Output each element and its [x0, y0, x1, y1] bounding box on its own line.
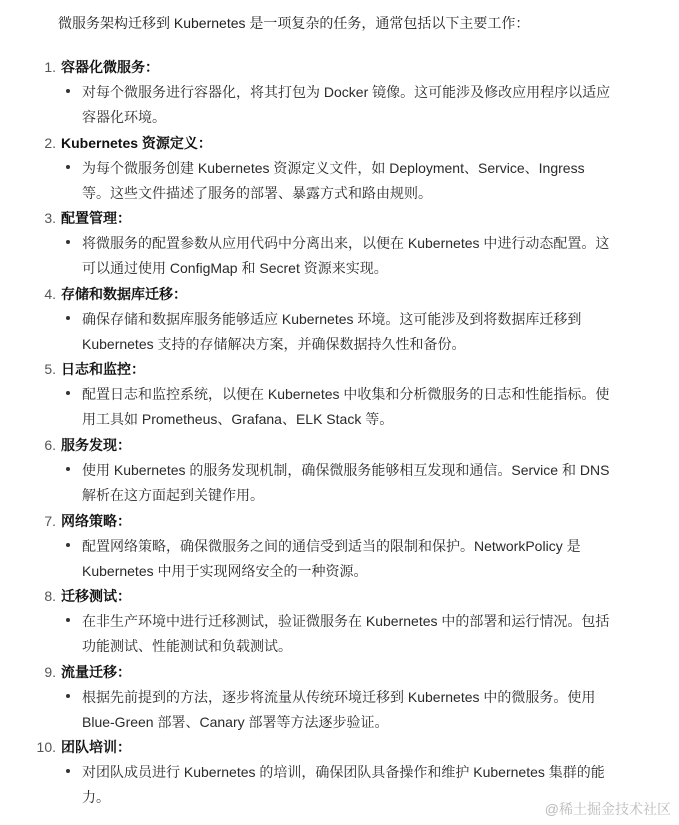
- bullet-icon: [66, 385, 72, 391]
- item-title: 日志和监控：: [61, 361, 145, 378]
- item-description: 使用 Kubernetes 的服务发现机制，确保微服务能够相互发现和通信。Service 和 DNS 解析在这方面起到关键作用。: [82, 461, 610, 503]
- list-item: [0, 356, 679, 432]
- list-number: 7.: [44, 512, 56, 529]
- list-number: 10.: [36, 739, 56, 756]
- bullet-icon: [66, 461, 72, 467]
- list-number: 3.: [44, 210, 56, 227]
- bullet-icon: [66, 83, 72, 89]
- item-description: 配置网络策略，确保微服务之间的通信受到适当的限制和保护。NetworkPolicy 是 Kubernetes 中用于实现网络安全的一种资源。: [82, 537, 581, 579]
- item-description: 将微服务的配置参数从应用代码中分离出来，以便在 Kubernetes 中进行动态配置。这可以通过使用 ConfigMap 和 Secret 资源来实现。: [82, 235, 610, 277]
- item-description: 在非生产环境中进行迁移测试，验证微服务在 Kubernetes 中的部署和运行情况。包括功能测试、性能测试和负载测试。: [82, 613, 610, 655]
- list-item: [0, 205, 679, 281]
- bullet-icon: [66, 688, 72, 694]
- intro-paragraph: 微服务架构迁移到 Kubernetes 是一项复杂的任务，通常包括以下主要工作：: [58, 15, 530, 31]
- list-item: [0, 659, 679, 735]
- item-title: 迁移测试：: [61, 588, 131, 605]
- list-item: [0, 54, 679, 130]
- list-item: [0, 508, 679, 584]
- bullet-icon: [66, 234, 72, 240]
- list-number: 5.: [44, 361, 56, 378]
- bullet-icon: [66, 763, 72, 769]
- list-number: 6.: [44, 436, 56, 453]
- bullet-icon: [66, 159, 72, 165]
- list-item: [0, 432, 679, 508]
- bullet-icon: [66, 537, 72, 543]
- item-description: 根据先前提到的方法，逐步将流量从传统环境迁移到 Kubernetes 中的微服务。使用 Blue-Green 部署、Canary 部署等方法逐步验证。: [82, 688, 596, 730]
- item-title: 服务发现：: [61, 436, 131, 453]
- list-item: [0, 583, 679, 659]
- ordered-list: [0, 54, 679, 810]
- item-description: 对团队成员进行 Kubernetes 的培训，确保团队具备操作和维护 Kubernetes 集群的能力。: [82, 764, 605, 806]
- item-title: Kubernetes 资源定义：: [61, 134, 212, 151]
- item-title: 配置管理：: [61, 210, 131, 227]
- item-description: 对每个微服务进行容器化，将其打包为 Docker 镜像。这可能涉及修改应用程序以适应容器化环境。: [82, 84, 611, 125]
- list-item: [0, 281, 679, 357]
- item-title: 存储和数据库迁移：: [61, 285, 187, 302]
- item-title: 网络策略：: [61, 512, 131, 529]
- list-number: 8.: [44, 588, 56, 605]
- bullet-icon: [66, 310, 72, 316]
- bullet-icon: [66, 612, 72, 618]
- item-description: 为每个微服务创建 Kubernetes 资源定义文件，如 Deployment、Service、Ingress 等。这些文件描述了服务的部署、暴露方式和路由规则。: [82, 159, 585, 201]
- item-description: 确保存储和数据库服务能够适应 Kubernetes 环境。这可能涉及到将数据库迁移到 Kubernetes 支持的存储解决方案，并确保数据持久性和备份。: [82, 310, 582, 352]
- list-number: 9.: [44, 663, 56, 680]
- list-number: 2.: [44, 134, 56, 151]
- list-number: 1.: [44, 59, 56, 75]
- list-number: 4.: [44, 285, 56, 302]
- item-title: 团队培训：: [61, 739, 131, 756]
- watermark: @稀土掘金技术社区: [544, 801, 671, 817]
- item-title: 容器化微服务：: [61, 59, 159, 75]
- list-item: [0, 130, 679, 206]
- item-title: 流量迁移：: [61, 663, 131, 680]
- item-description: 配置日志和监控系统，以便在 Kubernetes 中收集和分析微服务的日志和性能指标。使用工具如 Prometheus、Grafana、ELK Stack 等。: [82, 386, 610, 428]
